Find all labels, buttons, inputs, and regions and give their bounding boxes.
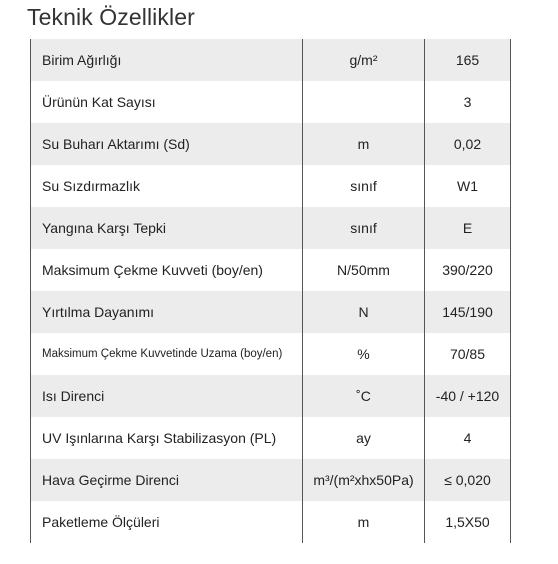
page-title: Teknik Özellikler: [27, 4, 195, 30]
spec-name: Maksimum Çekme Kuvveti (boy/en): [31, 249, 303, 291]
table-row: [31, 333, 511, 375]
spec-unit: N/50mm: [303, 249, 425, 291]
spec-name: Su Sızdırmazlık: [31, 165, 303, 207]
spec-value: 3: [425, 81, 511, 123]
table-row: [31, 81, 511, 123]
spec-unit: m: [303, 123, 425, 165]
table-row: [31, 417, 511, 459]
table-row: [31, 207, 511, 249]
spec-unit: g/m²: [303, 39, 425, 81]
spec-unit: sınıf: [303, 165, 425, 207]
spec-unit: sınıf: [303, 207, 425, 249]
spec-unit: N: [303, 291, 425, 333]
spec-unit: [303, 81, 425, 123]
spec-value: 0,02: [425, 123, 511, 165]
spec-unit: ay: [303, 417, 425, 459]
spec-name: UV Işınlarına Karşı Stabilizasyon (PL): [31, 417, 303, 459]
spec-name: Yırtılma Dayanımı: [31, 291, 303, 333]
spec-value: 4: [425, 417, 511, 459]
spec-value: 165: [425, 39, 511, 81]
spec-unit: m³/(m²xhx50Pa): [303, 459, 425, 501]
spec-value: W1: [425, 165, 511, 207]
spec-name: Ürünün Kat Sayısı: [31, 81, 303, 123]
table-row: [31, 501, 511, 543]
spec-value: 70/85: [425, 333, 511, 375]
table-row: [31, 291, 511, 333]
spec-name: Maksimum Çekme Kuvvetinde Uzama (boy/en): [31, 333, 303, 375]
spec-name: Su Buharı Aktarımı (Sd): [31, 123, 303, 165]
table-row: [31, 165, 511, 207]
spec-value: ≤ 0,020: [425, 459, 511, 501]
spec-value: 1,5X50: [425, 501, 511, 543]
spec-name: Isı Direnci: [31, 375, 303, 417]
spec-value: 390/220: [425, 249, 511, 291]
table-row: [31, 459, 511, 501]
spec-unit: ˚C: [303, 375, 425, 417]
spec-value: 145/190: [425, 291, 511, 333]
table-row: [31, 249, 511, 291]
spec-name: Birim Ağırlığı: [31, 39, 303, 81]
spec-name: Hava Geçirme Direnci: [31, 459, 303, 501]
spec-name: Yangına Karşı Tepki: [31, 207, 303, 249]
table-row: [31, 123, 511, 165]
table-row: [31, 375, 511, 417]
spec-value: E: [425, 207, 511, 249]
spec-unit: m: [303, 501, 425, 543]
table-row: [31, 39, 511, 81]
spec-table: [30, 39, 511, 543]
spec-unit: %: [303, 333, 425, 375]
spec-value: -40 / +120: [425, 375, 511, 417]
spec-name: Paketleme Ölçüleri: [31, 501, 303, 543]
